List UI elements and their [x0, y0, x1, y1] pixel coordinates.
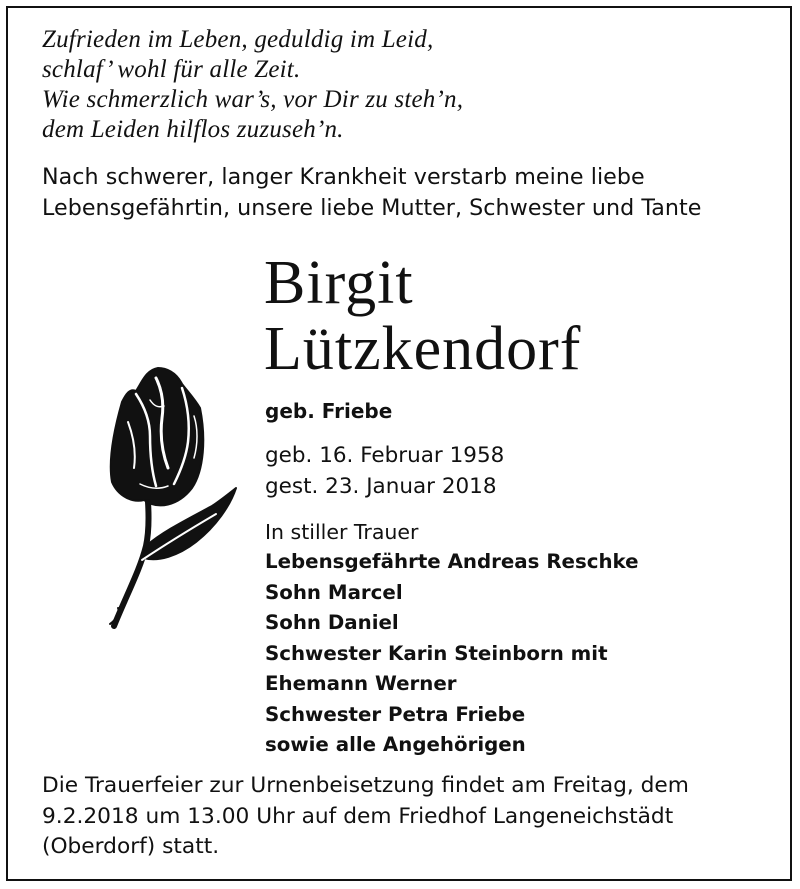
mourner-name: Sohn Daniel — [265, 611, 399, 634]
funeral-notice-line: Die Trauerfeier zur Urnenbeisetzung findet am Freitag, dem — [42, 773, 689, 798]
mourner-name: Schwester Petra Friebe — [265, 702, 526, 726]
mourner-name: Sohn Marcel — [265, 580, 403, 604]
mourner-name: Lebensgefährte Andreas Reschke — [265, 550, 639, 573]
tulip-icon — [92, 360, 252, 650]
last-name: Lützkendorf — [264, 315, 582, 383]
poem-line: Zufrieden im Leben, geduldig im Leid, — [42, 26, 434, 53]
mourners-list — [265, 547, 639, 761]
intro-text — [42, 162, 701, 224]
deceased-name — [264, 250, 581, 382]
funeral-notice-line: (Oberdorf) statt. — [42, 834, 220, 859]
poem-line: dem Leiden hilflos zuzuseh’n. — [42, 116, 344, 143]
poem-line: Wie schmerzlich war’s, vor Dir zu steh’n, — [42, 86, 464, 113]
mourner-name: sowie alle Angehörigen — [265, 733, 526, 756]
mourner-name: Ehemann Werner — [265, 672, 457, 695]
birth-date: geb. 16. Februar 1958 — [265, 443, 505, 468]
maiden-name: geb. Friebe — [265, 399, 393, 423]
funeral-notice-line: 9.2.2018 um 13.00 Uhr auf dem Friedhof Langeneichstädt — [42, 803, 674, 829]
mourner-name: Schwester Karin Steinborn mit — [265, 641, 608, 665]
poem — [42, 25, 463, 145]
intro-line: Lebensgefährtin, unsere liebe Mutter, Schwester und Tante — [42, 195, 702, 221]
death-date: gest. 23. Januar 2018 — [265, 474, 497, 499]
first-name: Birgit — [264, 249, 414, 317]
mourning-label: In stiller Trauer — [265, 520, 419, 544]
funeral-notice — [42, 771, 689, 863]
intro-line: Nach schwerer, langer Krankheit verstarb meine liebe — [42, 164, 645, 190]
life-dates — [265, 440, 504, 502]
poem-line: schlaf’ wohl für alle Zeit. — [42, 56, 301, 83]
